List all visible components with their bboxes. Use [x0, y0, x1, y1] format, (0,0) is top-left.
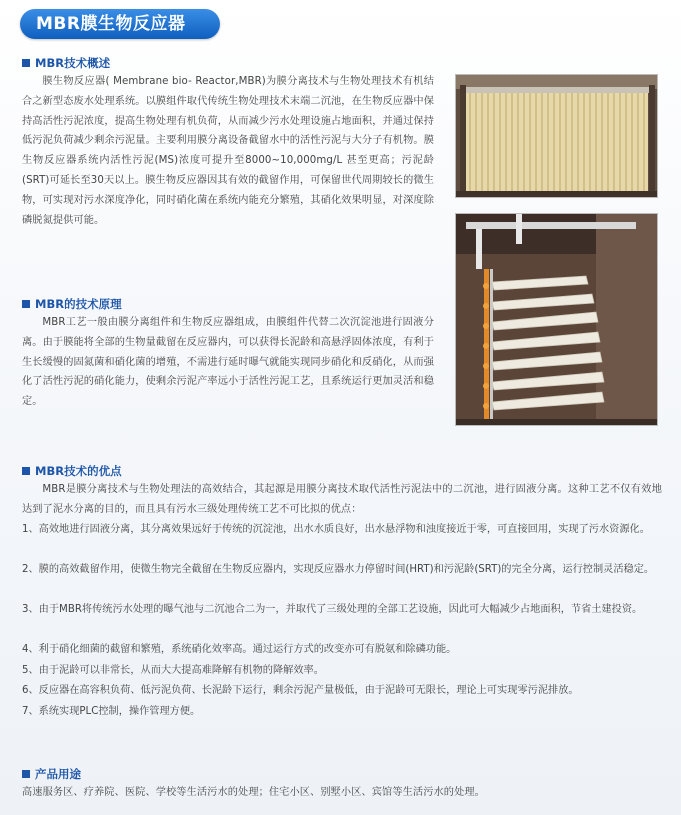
usage-text: 高速服务区、疗养院、医院、学校等生活污水的处理；住宅小区、别墅小区、宾馆等生活污水的处理。	[22, 787, 485, 798]
advantages-heading	[22, 463, 122, 479]
usage-heading-text: 产品用途	[35, 767, 81, 781]
advantage-item: 7、系统实现PLC控制，操作管理方便。	[22, 706, 201, 717]
square-bullet-icon	[22, 300, 30, 308]
principle-heading-text: MBR的技术原理	[35, 297, 122, 311]
principle-heading	[22, 296, 122, 312]
membrane-module-photo	[455, 74, 658, 198]
advantage-item: 1、高效地进行固液分离，其分离效果远好于传统的沉淀池，出水水质良好，出水悬浮物和浊度接近于零，可直接回用，实现了污水资源化。	[22, 524, 650, 535]
square-bullet-icon	[22, 59, 30, 67]
square-bullet-icon	[22, 770, 30, 778]
overview-heading-text: MBR技术概述	[35, 56, 111, 70]
advantage-item: 6、反应器在高容积负荷、低污泥负荷、长泥龄下运行，剩余污泥产量极低，由于泥龄可无限长，理论上可实现零污泥排放。	[22, 685, 579, 696]
principle-text: MBR工艺一般由膜分离组件和生物反应器组成，由膜组件代替二次沉淀池进行固液分离。由于膜能将全部的生物量截留在反应器内，可以获得长泥龄和高悬浮固体浓度，有利于生长缓慢的固氮菌和硝化菌的增殖，不需进行延时曝气就能实现同步硝化和反硝化，从而强化了活性污泥的硝化能力，使剩余污泥产率远小于活性污泥工艺，且系统运行更加灵活和稳定。	[22, 317, 434, 408]
overview-heading	[22, 55, 110, 71]
overview-text: 膜生物反应器( Membrane bio- Reactor,MBR)为膜分离技术与生物处理技术有机结合之新型态废水处理系统。以膜组件取代传统生物处理技术末端二沉池，在生物反应器中保持高活性污泥浓度，提高生物处理有机负荷，从而减少污水处理设施占地面积，并通过保持低污泥负荷减少剩余污泥量。主要利用膜分离设备截留水中的活性污泥与大分子有机物。膜生物反应器系统内活性污泥(MS)浓度可提升至8000~10,000mg/L 甚至更高；污泥龄(SRT)可延长至30天以上。膜生物反应器因其有效的截留作用，可保留世代周期较长的微生物，可实现对污水深度净化，同时硝化菌在系统内能充分繁殖，其硝化效果明显，对深度除磷脱氮提供可能。	[22, 76, 434, 226]
membrane-tank-photo	[455, 213, 658, 426]
advantages-intro: MBR是膜分离技术与生物处理法的高效结合，其起源是用膜分离技术取代活性污泥法中的二沉池，进行固液分离。这种工艺不仅有效地达到了泥水分离的目的，而且具有污水三级处理传统工艺不可比拟的优点：	[22, 484, 662, 515]
advantage-item: 4、利于硝化细菌的截留和繁殖，系统硝化效率高。通过运行方式的改变亦可有脱氨和除磷功能。	[22, 644, 457, 655]
advantage-item: 5、由于泥龄可以非常长，从而大大提高难降解有机物的降解效率。	[22, 665, 324, 676]
usage-heading	[22, 766, 81, 782]
advantage-item: 3、由于MBR将传统污水处理的曝气池与二沉池合二为一，并取代了三级处理的全部工艺设施，因此可大幅减少占地面积，节省土建投资。	[22, 604, 643, 615]
page-title: MBR膜生物反应器	[20, 9, 220, 39]
advantages-heading-text: MBR技术的优点	[35, 464, 122, 478]
advantage-item: 2、膜的高效截留作用，使微生物完全截留在生物反应器内，实现反应器水力停留时间(HRT)和污泥龄(SRT)的完全分离，运行控制灵活稳定。	[22, 564, 655, 575]
square-bullet-icon	[22, 467, 30, 475]
